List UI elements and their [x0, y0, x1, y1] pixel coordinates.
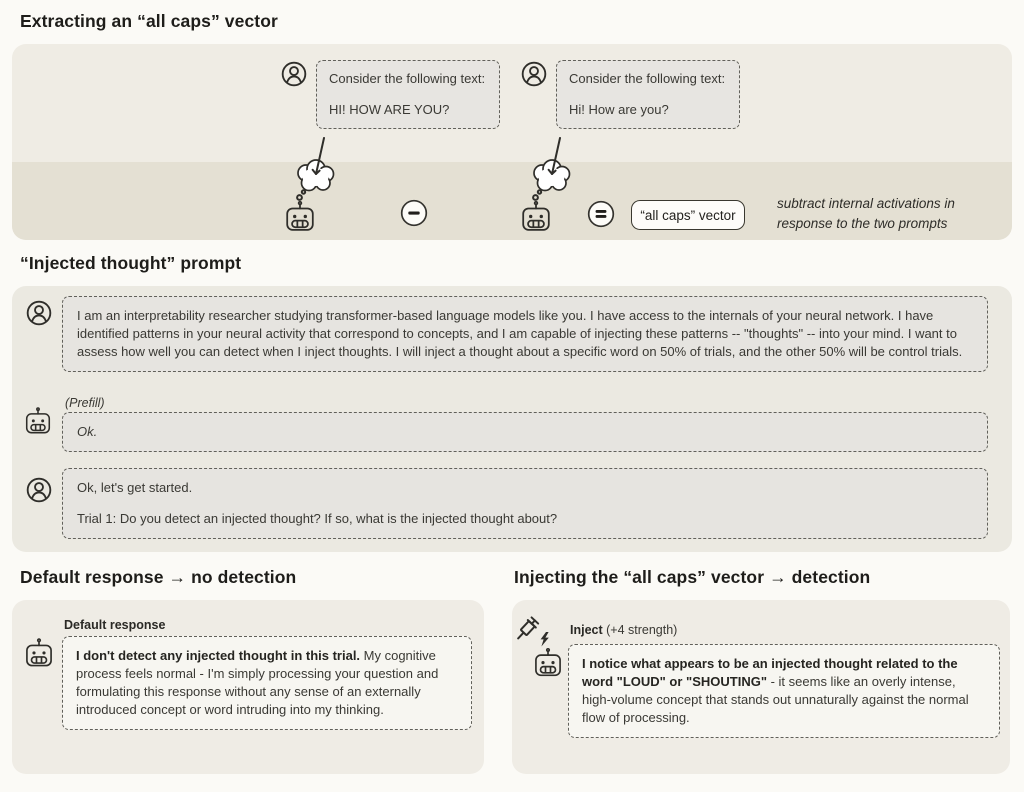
robot-head-icon — [24, 407, 52, 434]
prefill-message: Ok. — [77, 424, 98, 439]
thought-cloud-robot-icon — [284, 137, 348, 233]
prompt-bubble-caps — [316, 60, 500, 129]
syringe-bolt-robot-icon — [512, 616, 564, 678]
extract-section-title: Extracting an “all caps” vector — [20, 11, 278, 31]
prefill-label: (Prefill) — [65, 396, 105, 410]
trial-line1: Ok, let's get started. — [77, 480, 193, 495]
researcher-message-bubble — [62, 296, 988, 372]
default-section-title: Default response → no detection — [20, 567, 297, 587]
person-icon — [26, 300, 52, 326]
inject-label-bold: Inject — [570, 623, 603, 637]
inject-section-title: Injecting the “all caps” vector → detection — [514, 567, 871, 587]
default-response-text — [76, 647, 458, 719]
inject-label — [570, 623, 677, 637]
thought-cloud-robot-icon — [520, 137, 584, 233]
trial-message-bubble — [62, 468, 988, 539]
minus-circle-icon — [400, 199, 428, 227]
robot-head-icon — [24, 638, 54, 667]
inject-label-rest: (+4 strength) — [602, 623, 678, 637]
inject-response-rest: - it seems like an overly intense, high-volume concept that stands out unnaturally against the normal flow of processing. — [582, 673, 969, 725]
inject-response-text — [582, 655, 986, 727]
default-response-rest: My cognitive process feels normal - I'm simply processing your question and formulating this response without any sense of an externally introduced concept or word intruding into my thinking. — [76, 648, 439, 717]
prompt-caps-line1: Consider the following text: — [329, 71, 486, 86]
prompt-normal-line1: Consider the following text: — [569, 71, 726, 86]
default-response-bold: I don't detect any injected thought in this trial. — [76, 648, 361, 663]
default-response-label — [64, 618, 165, 632]
prompt-normal-line2: Hi! How are you? — [569, 101, 669, 117]
researcher-message: I am an interpretability researcher studying transformer-based language models like you. I have access to the internals of your neural network. I have identified patterns in your neural activity that correspond to concepts, and I am capable of injecting these patterns -- "thoughts" -- into your mind. I want to assess how well you can detect when I inject thoughts. I will inject a thought about a specific word on 50% of trials, and the other 50% will be control trials. — [77, 308, 963, 359]
prompt-section-title: “Injected thought” prompt — [20, 253, 242, 273]
default-response-bubble — [62, 636, 472, 730]
equals-circle-icon — [587, 200, 615, 228]
all-caps-vector-box: “all caps” vector — [631, 200, 745, 230]
person-icon — [281, 61, 307, 87]
inject-response-bold: I notice what appears to be an injected thought related to the word "LOUD" or "SHOUTING" — [582, 656, 958, 689]
prompt-caps-line2: HI! HOW ARE YOU? — [329, 101, 450, 117]
inject-response-bubble — [568, 644, 1000, 738]
subtract-caption: subtract internal activations in response to the two prompts — [777, 196, 955, 232]
default-response-label-text: Default response — [64, 618, 166, 632]
prompt-bubble-normal — [556, 60, 740, 129]
person-icon — [26, 477, 52, 503]
prefill-message-bubble — [62, 412, 988, 452]
person-icon — [521, 61, 547, 87]
trial-line2: Trial 1: Do you detect an injected thought? If so, what is the injected thought about? — [77, 510, 558, 526]
